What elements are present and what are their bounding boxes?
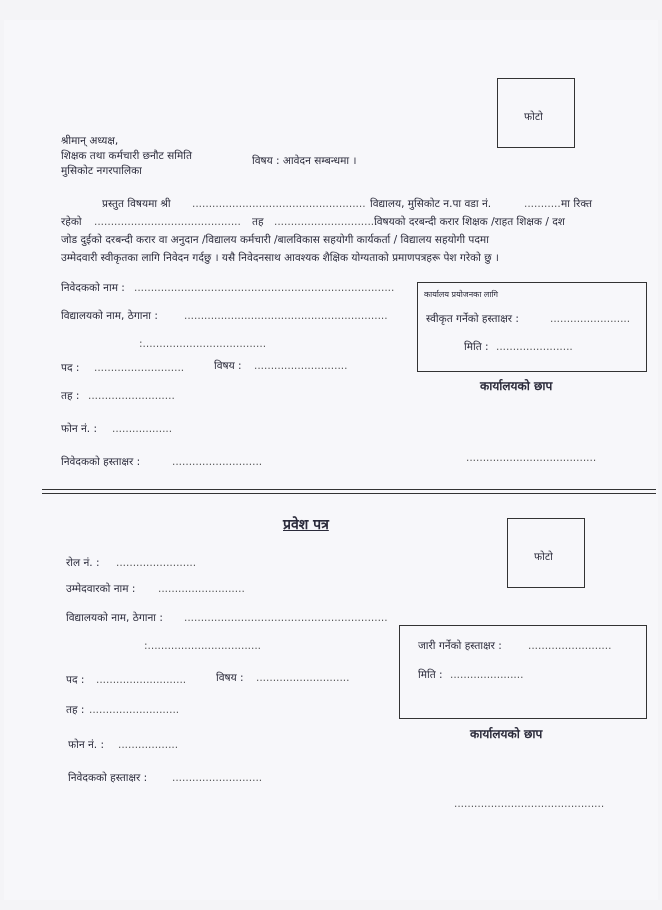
body-line-1a: प्रस्तुत विषयमा श्री (102, 198, 171, 210)
body-line-2a: रहेको (61, 216, 82, 228)
admit-photo-label: फोटो (534, 551, 553, 563)
applicant-name-field[interactable]: .............................................................................. (134, 282, 395, 294)
admit-subject-field[interactable]: ............................ (256, 672, 350, 684)
admit-post-field[interactable]: ........................... (96, 674, 187, 686)
body-line-1b: विद्यालय, मुसिकोट न.पा वडा नं. (370, 198, 492, 210)
school-address-field-2[interactable]: :..................................... (139, 338, 267, 350)
admit-school-address-field-2[interactable]: :.................................. (144, 640, 262, 652)
body-line-4: उम्मेदवारी स्वीकृतका लागि निवेदन गर्दछु । यसै निवेदनसाथ आवश्यक शैक्षिक योग्यताको प्रमाणपत्रहरू पेश गरेको छु । (61, 252, 499, 264)
office-stamp-label: कार्यालयको छाप (480, 379, 553, 393)
admit-phone-label: फोन नं. : (68, 739, 105, 751)
admit-school-address-field[interactable]: ............................................................. (184, 612, 388, 624)
section-divider-bottom (42, 493, 656, 494)
candidate-name-field[interactable]: .......................... (158, 583, 245, 595)
admit-post-label: पद : (66, 674, 85, 686)
subject-label: विषय : (214, 360, 242, 372)
admit-card-title: प्रवेश पत्र (283, 517, 329, 533)
phone-field[interactable]: .................. (112, 423, 173, 435)
body-line-3: जोड दुईको दरबन्दी करार वा अनुदान /विद्यालय कर्मचारी /बालविकास सहयोगी कार्यकर्ता / विद्यालय सहयोगी पदमा (61, 234, 489, 246)
photo-label: फोटो (524, 111, 543, 123)
photo-box (497, 78, 575, 148)
school-name-blank[interactable]: .................................................... (192, 198, 366, 210)
phone-label: फोन नं. : (61, 423, 98, 435)
admit-subject-label: विषय : (216, 672, 244, 684)
post-blank[interactable]: ............................................ (94, 216, 241, 228)
admit-photo-box (507, 518, 585, 588)
approver-sign-field[interactable]: ........................ (550, 313, 631, 325)
office-stamp-line[interactable]: ....................................... (466, 452, 597, 464)
addressee-line-1: श्रीमान् अध्यक्ष, (61, 135, 119, 147)
level-label: तह : (61, 390, 80, 402)
signature-label: निवेदकको हस्ताक्षर : (61, 456, 141, 468)
body-line-1c: मा रिक्त (561, 198, 592, 210)
school-address-field[interactable]: ............................................................. (184, 310, 388, 322)
school-address-label: विद्यालयको नाम, ठेगाना : (61, 310, 158, 322)
subject-line: विषय : आवेदन सम्बन्धमा । (252, 155, 357, 167)
applicant-name-label: निवेदकको नाम : (61, 282, 125, 294)
subject-field[interactable]: ............................ (254, 360, 348, 372)
issuer-box (399, 625, 647, 719)
post-field[interactable]: ........................... (94, 362, 185, 374)
roll-field[interactable]: ........................ (116, 557, 197, 569)
office-use-box (417, 282, 647, 372)
signature-field[interactable]: ........................... (172, 456, 263, 468)
issuer-sign-field[interactable]: ......................... (528, 640, 612, 652)
addressee-line-2: शिक्षक तथा कर्मचारी छनौट समिति (61, 150, 192, 162)
admit-signature-label: निवेदकको हस्ताक्षर : (68, 772, 148, 784)
admit-office-stamp-label: कार्यालयको छाप (470, 727, 543, 741)
admit-level-field[interactable]: ........................... (89, 704, 180, 716)
roll-label: रोल नं. : (66, 557, 100, 569)
candidate-name-label: उम्मेदवारको नाम : (66, 583, 136, 595)
body-line-2b: तह (252, 216, 264, 228)
level-field[interactable]: .......................... (88, 390, 175, 402)
office-use-heading: कार्यालय प्रयोजनका लागि (424, 290, 499, 299)
approver-sign-label: स्वीकृत गर्नेको हस्ताक्षर : (426, 313, 519, 325)
admit-level-label: तह : (66, 704, 85, 716)
addressee-line-3: मुसिकोट नगरपालिका (61, 165, 142, 177)
office-date-label: मिति : (464, 341, 489, 353)
issuer-date-label: मिति : (418, 669, 443, 681)
admit-school-address-label: विद्यालयको नाम, ठेगाना : (66, 612, 163, 624)
body-line-2c: विषयको दरबन्दी करार शिक्षक /राहत शिक्षक / दश (374, 216, 565, 228)
level-blank[interactable]: ............................... (274, 216, 378, 228)
admit-office-stamp-line[interactable]: ............................................. (454, 798, 605, 810)
admit-phone-field[interactable]: .................. (118, 739, 179, 751)
section-divider-top (42, 489, 656, 490)
issuer-sign-label: जारी गर्नेको हस्ताक्षर : (418, 640, 502, 652)
post-label: पद : (61, 362, 80, 374)
form-sheet (4, 20, 658, 900)
admit-signature-field[interactable]: ........................... (172, 772, 263, 784)
office-date-field[interactable]: ....................... (496, 341, 573, 353)
ward-number-blank[interactable]: ........... (524, 198, 561, 210)
issuer-date-field[interactable]: ...................... (450, 669, 524, 681)
